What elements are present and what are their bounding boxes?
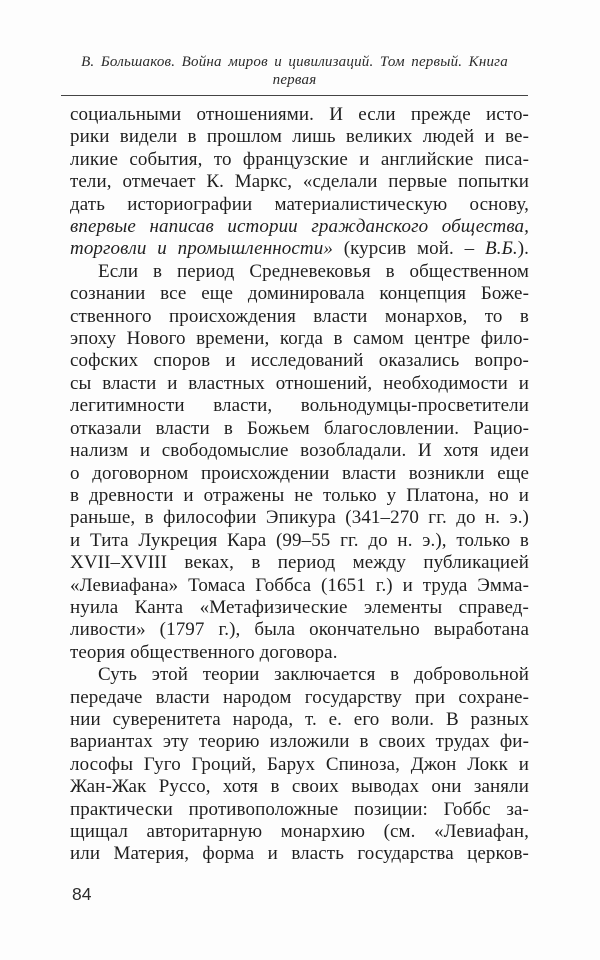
text-line xyxy=(70,709,529,731)
text-segment: Если в период Средневековья в общественном xyxy=(98,260,529,282)
text-segment: нии суверенитета народа, т. е. его воли. В разных xyxy=(70,708,529,730)
text-line xyxy=(70,350,529,372)
text-segment: сы власти и властных отношений, необходимости и xyxy=(70,372,529,394)
text-line xyxy=(70,799,529,821)
text-line xyxy=(70,126,529,148)
text-segment: лософы Гуго Гроций, Барух Спиноза, Джон Локк и xyxy=(70,753,529,775)
text-line xyxy=(70,395,529,417)
text-segment: ливости» (1797 г.), была окончательно выработана xyxy=(70,619,529,641)
text-line xyxy=(70,104,529,126)
text-segment: и Тита Лукреция Кара (99–55 гг. до н. э.), только в xyxy=(70,529,529,551)
text-line xyxy=(70,619,529,641)
text-line xyxy=(70,530,529,552)
text-line xyxy=(70,463,529,485)
text-line xyxy=(70,843,529,865)
text-segment: (курсив мой. – xyxy=(332,238,486,260)
text-line xyxy=(70,238,529,260)
text-segment: или Материя, форма и власть государства церков- xyxy=(70,843,529,865)
text-segment: вариантах эту теорию изложили в своих трудах фи- xyxy=(70,731,529,753)
text-line xyxy=(70,664,529,686)
text-line xyxy=(70,687,529,709)
text-segment: социальными отношениями. И если прежде исто- xyxy=(70,104,529,125)
text-segment: софских споров и исследований оказались вопро- xyxy=(70,350,529,372)
text-segment: раньше, в философии Эпикура (341–270 гг. до н. э.) xyxy=(70,507,529,529)
text-line xyxy=(70,328,529,350)
page-number: 84 xyxy=(72,884,92,904)
text-line xyxy=(70,149,529,171)
text-segment: щищал авторитарную монархию (см. «Левиафан, xyxy=(70,821,529,842)
text-segment: о договорном происхождении власти возникли еще xyxy=(70,462,529,484)
text-line xyxy=(70,731,529,753)
running-header xyxy=(61,53,528,96)
text-segment: нализм и свободомыслие возобладали. И хотя идеи xyxy=(70,440,529,462)
text-segment: ). xyxy=(517,238,530,260)
text-segment: ственного происхождения власти монархов, то в xyxy=(70,305,529,327)
text-segment-italic: торговли и промышленности» xyxy=(70,238,333,260)
text-segment: сознании все еще доминировала концепция Боже- xyxy=(70,283,529,305)
text-segment: ликие события, то французские и английские писа- xyxy=(70,148,529,170)
text-segment: эпоху Нового времени, когда в самом центре фило- xyxy=(70,328,529,350)
text-line xyxy=(70,507,529,529)
text-segment: Жан-Жак Руссо, хотя в своих выводах они заняли xyxy=(70,776,529,798)
text-segment: в древности и отражены не только у Платона, но и xyxy=(70,484,529,506)
text-line xyxy=(70,194,529,216)
page-body-text xyxy=(70,104,529,866)
text-segment: «Левиафана» Томаса Гоббса (1651 г.) и труда Эмма- xyxy=(70,574,529,596)
text-line xyxy=(70,642,529,664)
text-segment: практически противоположные позиции: Гоббс за- xyxy=(70,798,529,820)
text-line xyxy=(70,261,529,283)
text-segment: легитимности власти, вольнодумцы-просветители xyxy=(70,395,529,417)
text-segment: теория общественного договора. xyxy=(70,641,338,663)
text-segment: передаче власти народом государству при сохране- xyxy=(70,686,529,708)
text-line xyxy=(70,283,529,305)
text-line xyxy=(70,485,529,507)
text-line xyxy=(70,575,529,597)
text-line xyxy=(70,597,529,619)
text-line xyxy=(70,216,529,238)
text-line xyxy=(70,821,529,843)
text-segment-italic: В.Б. xyxy=(485,238,518,260)
text-line xyxy=(70,776,529,798)
text-segment: Суть этой теории заключается в добровольной xyxy=(98,664,529,686)
text-line xyxy=(70,418,529,440)
text-line xyxy=(70,171,529,193)
text-segment: XVII–XVIII веках, в период между публикацией xyxy=(70,552,529,574)
text-segment: тели, отмечает К. Маркс, «сделали первые попытки xyxy=(70,171,529,193)
text-segment: рики видели в прошлом лишь великих людей и ве- xyxy=(70,126,529,148)
text-segment: отказали власти в Божьем благословлении. Рацио- xyxy=(70,417,529,439)
text-segment: нуила Канта «Метафизические элементы справед- xyxy=(70,596,529,618)
text-line xyxy=(70,306,529,328)
text-line xyxy=(70,754,529,776)
text-segment-italic: впервые написав истории гражданского общества, xyxy=(70,216,529,238)
running-header-title: В. Большаков. Война миров и цивилизаций. Том первый. Книга первая xyxy=(81,54,508,88)
text-line xyxy=(70,373,529,395)
text-segment: дать историографии материалистическую основу, xyxy=(70,193,529,215)
text-line xyxy=(70,552,529,574)
text-line xyxy=(70,440,529,462)
